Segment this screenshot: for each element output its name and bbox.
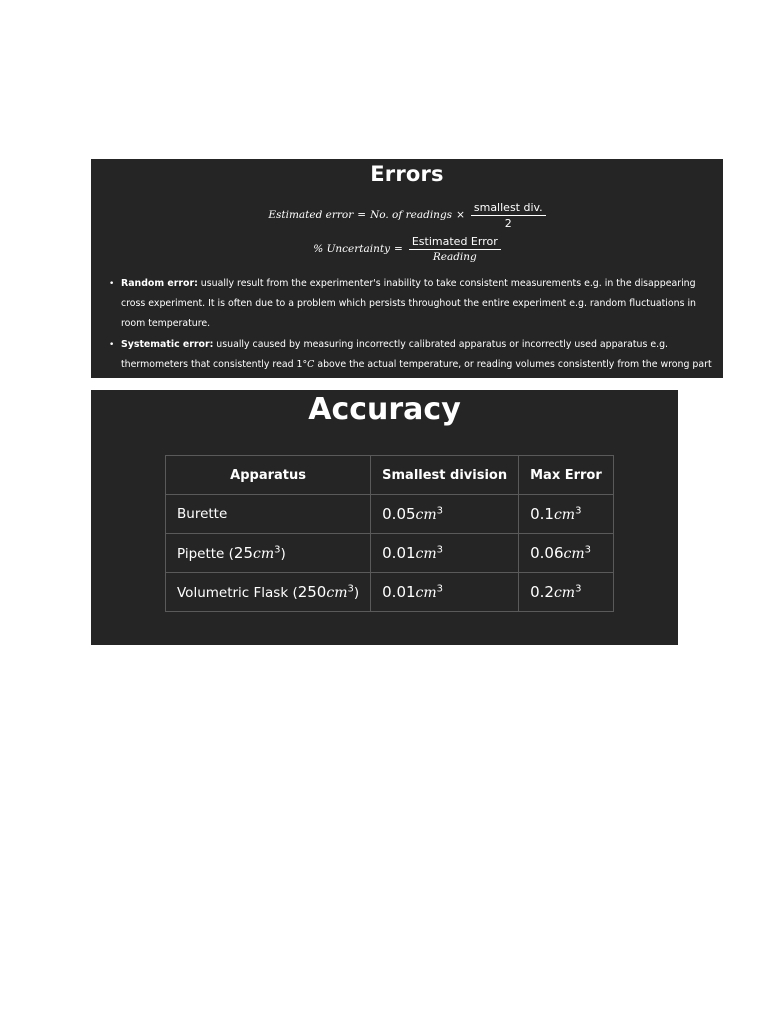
estimated-error-lhs: Estimated error [268, 209, 354, 221]
errors-panel [91, 159, 723, 390]
table-row [166, 534, 614, 573]
apparatus-close-paren: ) [280, 546, 286, 562]
unit-exponent: 3 [436, 544, 444, 556]
systematic-error-term: Systematic error: [121, 339, 214, 350]
unit [253, 546, 281, 562]
apparatus-cell [166, 534, 371, 573]
unit-base: cm [553, 507, 576, 523]
apparatus-name: Pipette ( [177, 546, 234, 562]
max-error-cell [519, 534, 614, 573]
unit [554, 507, 582, 523]
apparatus-cell [166, 573, 371, 612]
division-value: 0.05 [382, 505, 416, 523]
table-header-row [166, 456, 614, 495]
division-value: 0.01 [382, 544, 416, 562]
table-row [166, 573, 614, 612]
uncertainty-lhs: % Uncertainty [313, 243, 391, 255]
division-cell [371, 573, 519, 612]
degree-celsius: °C [302, 359, 315, 370]
unit-exponent: 3 [274, 544, 281, 556]
bullet-icon: • [109, 340, 115, 350]
apparatus-name: Burette [177, 506, 228, 522]
unit-exponent: 3 [436, 505, 444, 517]
uncertainty-fraction [409, 235, 501, 264]
header-apparatus: Apparatus [166, 456, 371, 495]
unit-base: cm [415, 546, 437, 562]
division-value: 0.01 [382, 583, 416, 601]
random-error-text: usually result from the experimenter's inability to take consistent measurements e.g. in the disappearing cross experiment. It is often due to a problem which persists throughout the entire experiment e.g. random fluctuations in room temperature. [121, 278, 697, 329]
unit [554, 585, 582, 601]
list-item [109, 335, 717, 395]
equals-sign: = [394, 243, 403, 255]
errors-title: Errors [370, 162, 444, 186]
random-error-term: Random error: [121, 278, 198, 289]
unit-exponent: 3 [584, 544, 592, 556]
header-max-error: Max Error [519, 456, 614, 495]
uncertainty-formula [91, 233, 723, 265]
accuracy-panel [91, 390, 678, 645]
division-fraction [471, 201, 546, 230]
error-types-list [109, 274, 717, 396]
readings-factor: No. of readings [370, 209, 453, 221]
apparatus-quantity: 25 [233, 544, 254, 562]
fraction-numerator: smallest div. [471, 201, 546, 216]
bullet-icon: • [109, 279, 115, 289]
unit-exponent: 3 [575, 583, 582, 595]
systematic-error-text-before: usually caused by measuring incorrectly calibrated apparatus or incorrectly used apparatus e.g. thermometers that consistently read 1 [121, 339, 669, 370]
unit-base: cm [553, 585, 576, 601]
unit [564, 546, 592, 562]
fraction-numerator: Estimated Error [409, 235, 501, 250]
apparatus-cell [166, 495, 371, 534]
division-cell [371, 534, 519, 573]
max-error-value: 0.1 [530, 505, 554, 523]
accuracy-table [165, 455, 614, 612]
unit [416, 546, 444, 562]
apparatus-close-paren: ) [353, 585, 360, 601]
equals-sign: = [357, 209, 367, 221]
accuracy-title: Accuracy [308, 392, 461, 427]
unit [416, 585, 444, 601]
times-sign: × [456, 209, 465, 221]
header-smallest-division: Smallest division [371, 456, 519, 495]
list-item [109, 274, 717, 334]
max-error-value: 0.06 [530, 544, 564, 562]
unit-base: cm [563, 546, 585, 562]
apparatus-quantity: 250 [297, 583, 327, 601]
max-error-value: 0.2 [530, 583, 554, 601]
fraction-denominator: Reading [432, 250, 477, 263]
unit-base: cm [415, 585, 437, 601]
systematic-error-text-after: above the actual temperature, or reading volumes consistently from the wrong part of the meniscus. [121, 359, 712, 390]
unit-exponent: 3 [575, 505, 582, 517]
unit-base: cm [326, 585, 348, 601]
unit-exponent: 3 [436, 583, 444, 595]
estimated-error-formula [91, 199, 723, 231]
unit-base: cm [253, 546, 275, 562]
fraction-denominator: 2 [504, 216, 512, 230]
apparatus-name: Volumetric Flask ( [177, 585, 298, 601]
max-error-cell [519, 495, 614, 534]
unit-exponent: 3 [347, 583, 354, 595]
unit [326, 585, 354, 601]
max-error-cell [519, 573, 614, 612]
unit-base: cm [415, 507, 437, 523]
table-row [166, 495, 614, 534]
division-cell [371, 495, 519, 534]
unit [416, 507, 444, 523]
